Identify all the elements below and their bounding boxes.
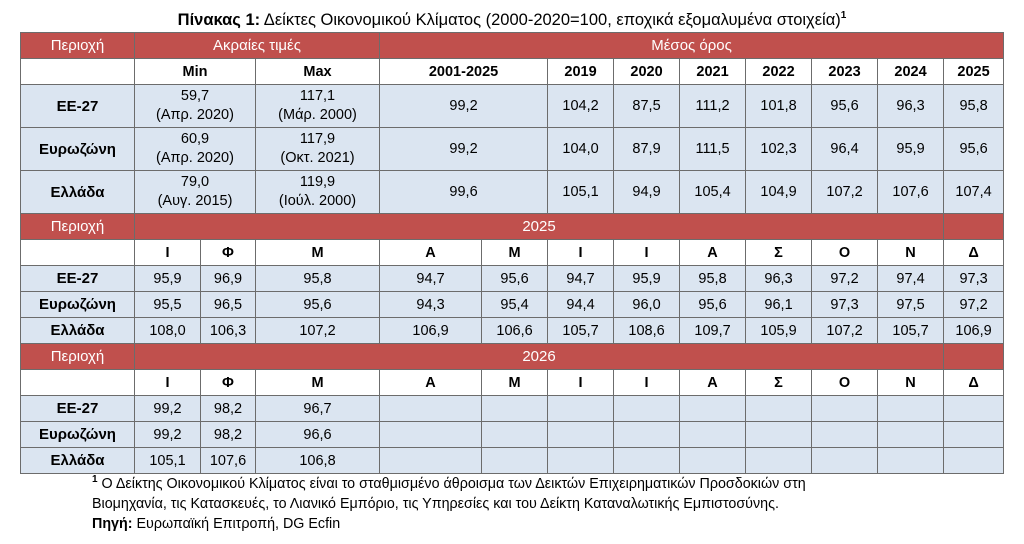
region-label: Ευρωζώνη [21,128,135,171]
title-footnote-marker: 1 [840,10,847,21]
monthly-value-cell: 97,5 [878,292,944,318]
monthly-value-cell: 94,7 [380,266,482,292]
monthly-value-cell [548,422,614,448]
max-header: Max [256,59,380,85]
monthly-value-cell [548,448,614,474]
monthly-value-cell [380,422,482,448]
month-header: Φ [201,370,256,396]
month-header: Ο [812,370,878,396]
mean-value-cell: 101,8 [746,85,812,128]
min-header: Min [135,59,256,85]
min-date: (Απρ. 2020) [156,150,234,166]
monthly-value-cell: 106,9 [380,318,482,344]
region-label: Ελλάδα [21,318,135,344]
mean-value-cell: 99,2 [380,85,548,128]
region-label: ΕΕ-27 [21,266,135,292]
source-line [92,514,992,534]
mean-value-cell: 111,5 [680,128,746,171]
max-value: 119,9 [299,174,336,190]
section2-months-row [21,240,1004,266]
region-label: Ευρωζώνη [21,292,135,318]
month-header: Ν [878,370,944,396]
monthly-value-cell: 95,6 [482,266,548,292]
month-header: Ο [812,240,878,266]
year-header: 2025 [944,59,1004,85]
monthly-value-cell [746,422,812,448]
monthly-value-cell: 106,6 [482,318,548,344]
mean-value-cell: 111,2 [680,85,746,128]
monthly-value-cell: 96,3 [746,266,812,292]
monthly-value-cell: 96,6 [256,422,380,448]
economic-climate-table [20,32,1004,474]
monthly-value-cell: 97,4 [878,266,944,292]
monthly-value-cell: 107,2 [256,318,380,344]
blank-cell [21,240,135,266]
monthly-value-cell [878,422,944,448]
monthly-value-cell: 108,0 [135,318,201,344]
mean-header: Μέσος όρος [380,33,1004,59]
table-row [21,171,1004,214]
table-row [21,266,1004,292]
monthly-value-cell [944,448,1004,474]
monthly-value-cell: 98,2 [201,396,256,422]
min-value: 79,0 [180,174,210,190]
blank-cell [21,370,135,396]
mean-value-cell: 94,9 [614,171,680,214]
monthly-value-cell: 109,7 [680,318,746,344]
month-header: Ι [548,240,614,266]
min-value: 59,7 [180,88,210,104]
month-header: Ι [614,370,680,396]
mean-value-cell: 104,0 [548,128,614,171]
year-header: 2019 [548,59,614,85]
monthly-value-cell: 106,3 [201,318,256,344]
footnote [92,474,992,534]
mean-value-cell: 99,6 [380,171,548,214]
monthly-value-cell [812,448,878,474]
monthly-value-cell: 108,6 [614,318,680,344]
monthly-value-cell: 97,2 [812,266,878,292]
monthly-value-cell: 99,2 [135,422,201,448]
region-label: ΕΕ-27 [21,85,135,128]
monthly-value-cell [878,396,944,422]
year-header: 2025 [135,214,944,240]
region-header: Περιοχή [21,214,135,240]
monthly-value-cell: 97,3 [812,292,878,318]
monthly-value-cell: 105,7 [548,318,614,344]
mean-value-cell: 99,2 [380,128,548,171]
min-cell [135,128,256,171]
monthly-value-cell: 97,3 [944,266,1004,292]
section1-subheader-row [21,59,1004,85]
mean-value-cell: 87,5 [614,85,680,128]
mean-value-cell: 105,4 [680,171,746,214]
footnote-line-2: Βιομηχανία, τις Κατασκευές, το Λιανικό Εμπόριο, τις Υπηρεσίες και του Δείκτη Καταναλωτικής Εμπιστοσύνης. [92,496,779,512]
table-row [21,448,1004,474]
monthly-value-cell: 95,5 [135,292,201,318]
monthly-value-cell: 96,5 [201,292,256,318]
mean-value-cell: 104,9 [746,171,812,214]
max-cell [256,85,380,128]
source-text: Ευρωπαϊκή Επιτροπή, DG Ecfin [132,516,341,532]
monthly-value-cell [614,422,680,448]
monthly-value-cell [380,448,482,474]
monthly-value-cell: 95,9 [135,266,201,292]
month-header: Ι [548,370,614,396]
year-header: 2024 [878,59,944,85]
monthly-value-cell: 105,1 [135,448,201,474]
monthly-value-cell: 97,2 [944,292,1004,318]
max-cell [256,171,380,214]
monthly-value-cell: 94,4 [548,292,614,318]
table-row [21,422,1004,448]
monthly-value-cell: 94,7 [548,266,614,292]
monthly-value-cell [680,396,746,422]
mean-value-cell: 95,8 [944,85,1004,128]
month-header: Α [680,240,746,266]
month-header: Μ [482,240,548,266]
month-header: Α [380,370,482,396]
monthly-value-cell: 105,7 [878,318,944,344]
region-label: Ελλάδα [21,171,135,214]
extremes-header: Ακραίες τιμές [135,33,380,59]
min-value: 60,9 [180,131,210,147]
monthly-value-cell [746,448,812,474]
monthly-value-cell: 95,8 [256,266,380,292]
table-title-label: Πίνακας 1: [177,11,261,29]
year-header: 2001-2025 [380,59,548,85]
month-header: Ν [878,240,944,266]
mean-value-cell: 96,4 [812,128,878,171]
section3-months-row [21,370,1004,396]
max-date: (Μάρ. 2000) [278,107,357,123]
monthly-value-cell: 107,6 [201,448,256,474]
month-header: Α [680,370,746,396]
monthly-value-cell: 99,2 [135,396,201,422]
table-row [21,128,1004,171]
monthly-value-cell [614,396,680,422]
monthly-value-cell: 107,2 [812,318,878,344]
region-label: ΕΕ-27 [21,396,135,422]
mean-value-cell: 96,3 [878,85,944,128]
footnote-text-1: Ο Δείκτης Οικονομικού Κλίματος είναι το σταθμισμένο άθροισμα των Δεικτών Επιχειρηματικών Προσδοκιών στη [97,476,806,492]
region-label: Ευρωζώνη [21,422,135,448]
region-header: Περιοχή [21,33,135,59]
monthly-value-cell [482,422,548,448]
monthly-value-cell: 96,1 [746,292,812,318]
monthly-value-cell: 105,9 [746,318,812,344]
year-header: 2026 [135,344,944,370]
mean-value-cell: 105,1 [548,171,614,214]
monthly-value-cell: 96,9 [201,266,256,292]
max-value: 117,1 [299,88,336,104]
max-date: (Οκτ. 2021) [280,150,355,166]
monthly-value-cell: 96,0 [614,292,680,318]
monthly-value-cell [746,396,812,422]
footnote-line-1 [92,474,992,494]
table-row [21,318,1004,344]
min-cell [135,171,256,214]
table-title [0,10,1024,30]
mean-value-cell: 107,2 [812,171,878,214]
month-header: Μ [482,370,548,396]
mean-value-cell: 95,6 [944,128,1004,171]
min-date: (Απρ. 2020) [156,107,234,123]
month-header: Δ [944,370,1004,396]
monthly-value-cell [482,396,548,422]
section3-header-row [21,344,1004,370]
table-row [21,292,1004,318]
mean-value-cell: 107,4 [944,171,1004,214]
mean-value-cell: 95,9 [878,128,944,171]
monthly-value-cell [380,396,482,422]
section2-header-row [21,214,1004,240]
month-header: Α [380,240,482,266]
footnote-marker: 1 [92,474,98,485]
monthly-value-cell: 95,6 [256,292,380,318]
year-header: 2020 [614,59,680,85]
monthly-value-cell: 106,8 [256,448,380,474]
region-header: Περιοχή [21,344,135,370]
table-title-text: Δείκτες Οικονομικού Κλίματος (2000-2020=100, εποχικά εξομαλυμένα στοιχεία) [260,11,841,29]
monthly-value-cell: 95,6 [680,292,746,318]
source-label: Πηγή: [92,516,133,532]
mean-value-cell: 104,2 [548,85,614,128]
monthly-value-cell [878,448,944,474]
monthly-value-cell: 94,3 [380,292,482,318]
table-row [21,85,1004,128]
monthly-value-cell [944,396,1004,422]
monthly-value-cell: 95,4 [482,292,548,318]
min-cell [135,85,256,128]
region-label: Ελλάδα [21,448,135,474]
section1-header-row [21,33,1004,59]
monthly-value-cell [548,396,614,422]
year-header: 2022 [746,59,812,85]
monthly-value-cell: 106,9 [944,318,1004,344]
blank-cell [21,59,135,85]
month-header: Δ [944,240,1004,266]
month-header: Ι [135,240,201,266]
table-body [21,33,1004,474]
monthly-value-cell [944,422,1004,448]
month-header: Μ [256,370,380,396]
table-row [21,396,1004,422]
max-cell [256,128,380,171]
monthly-value-cell [614,448,680,474]
year-header: 2021 [680,59,746,85]
monthly-value-cell [680,448,746,474]
monthly-value-cell: 95,9 [614,266,680,292]
month-header: Ι [614,240,680,266]
month-header: Ι [135,370,201,396]
min-date: (Αυγ. 2015) [157,193,233,209]
max-value: 117,9 [299,131,336,147]
mean-value-cell: 87,9 [614,128,680,171]
monthly-value-cell [812,396,878,422]
month-header: Σ [746,240,812,266]
monthly-value-cell [812,422,878,448]
monthly-value-cell [482,448,548,474]
monthly-value-cell [680,422,746,448]
header-blank-cell [944,344,1004,370]
year-header: 2023 [812,59,878,85]
header-blank-cell [944,214,1004,240]
monthly-value-cell: 95,8 [680,266,746,292]
mean-value-cell: 95,6 [812,85,878,128]
month-header: Μ [256,240,380,266]
max-date: (Ιούλ. 2000) [278,193,357,209]
month-header: Σ [746,370,812,396]
monthly-value-cell: 98,2 [201,422,256,448]
monthly-value-cell: 96,7 [256,396,380,422]
month-header: Φ [201,240,256,266]
mean-value-cell: 102,3 [746,128,812,171]
mean-value-cell: 107,6 [878,171,944,214]
